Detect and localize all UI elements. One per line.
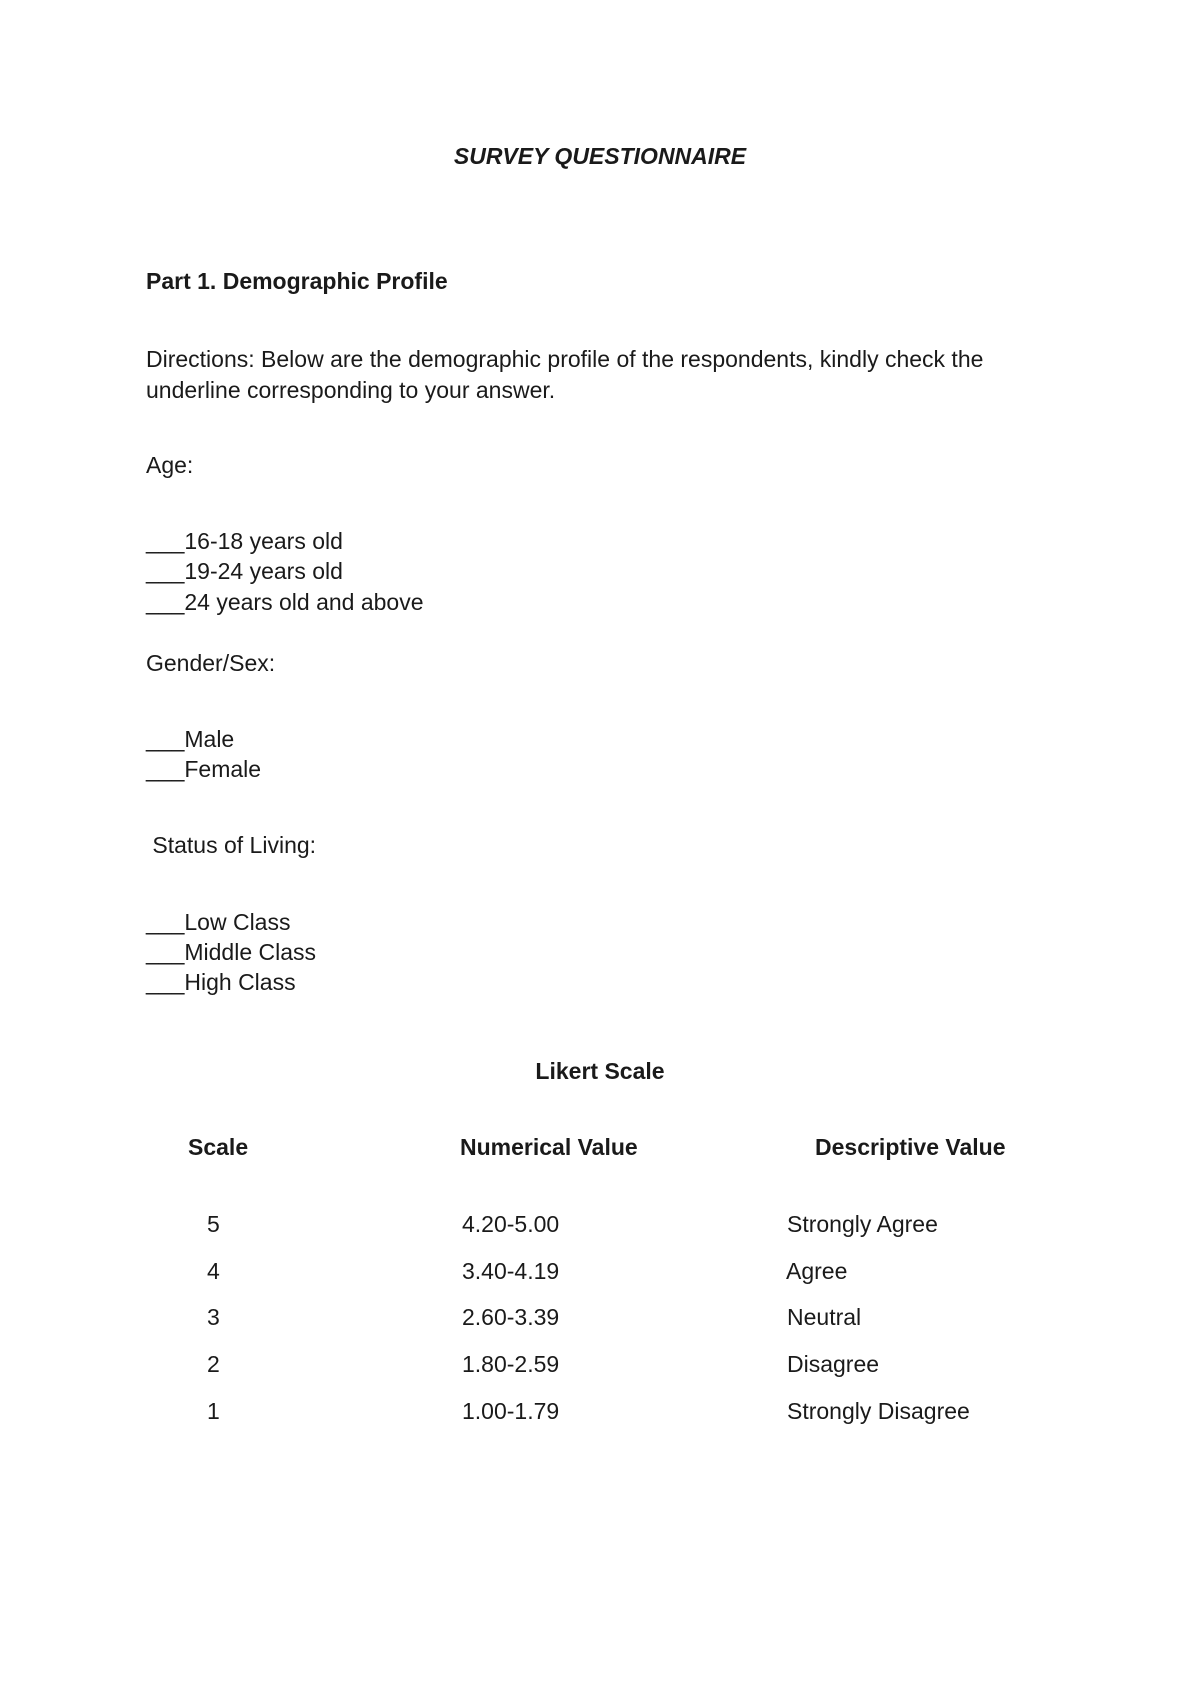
age-label: Age: <box>146 452 194 478</box>
status-option-middle: ___Middle Class <box>146 939 317 965</box>
header-descriptive-value: Descriptive Value <box>815 1134 1006 1160</box>
table-row-numerical: 2.60-3.39 <box>462 1304 560 1330</box>
gender-label: Gender/Sex: <box>146 650 276 676</box>
status-option-high: ___High Class <box>146 969 296 995</box>
table-row-numerical: 1.80-2.59 <box>462 1351 560 1377</box>
table-row-descriptive: Agree <box>786 1258 848 1284</box>
likert-scale-title: Likert Scale <box>535 1058 665 1084</box>
gender-option-male: ___Male <box>146 726 235 752</box>
table-row-scale: 4 <box>207 1258 220 1284</box>
age-option-16-18: ___16-18 years old <box>146 528 343 554</box>
table-row-descriptive: Strongly Agree <box>787 1211 938 1237</box>
age-option-19-24: ___19-24 years old <box>146 558 343 584</box>
table-row-scale: 2 <box>207 1351 220 1377</box>
table-row-numerical: 3.40-4.19 <box>462 1258 560 1284</box>
status-option-low: ___Low Class <box>146 909 291 935</box>
table-row-scale: 5 <box>207 1211 220 1237</box>
header-numerical-value: Numerical Value <box>460 1134 638 1160</box>
table-row-descriptive: Disagree <box>787 1351 880 1377</box>
document-title: SURVEY QUESTIONNAIRE <box>453 143 747 169</box>
directions-text: Directions: Below are the demographic profile of the respondents, kindly check the underline corresponding to your answer. <box>146 346 984 403</box>
table-row-descriptive: Strongly Disagree <box>787 1398 970 1424</box>
status-label: Status of Living: <box>146 832 317 858</box>
part-1-heading: Part 1. Demographic Profile <box>146 268 448 294</box>
table-row-descriptive: Neutral <box>787 1304 862 1330</box>
header-scale: Scale <box>188 1134 249 1160</box>
gender-option-female: ___Female <box>146 756 262 782</box>
table-row-scale: 1 <box>207 1398 220 1424</box>
table-row-scale: 3 <box>207 1304 220 1330</box>
table-row-numerical: 1.00-1.79 <box>462 1398 560 1424</box>
age-option-24-above: ___24 years old and above <box>146 589 424 615</box>
table-row-numerical: 4.20-5.00 <box>462 1211 560 1237</box>
